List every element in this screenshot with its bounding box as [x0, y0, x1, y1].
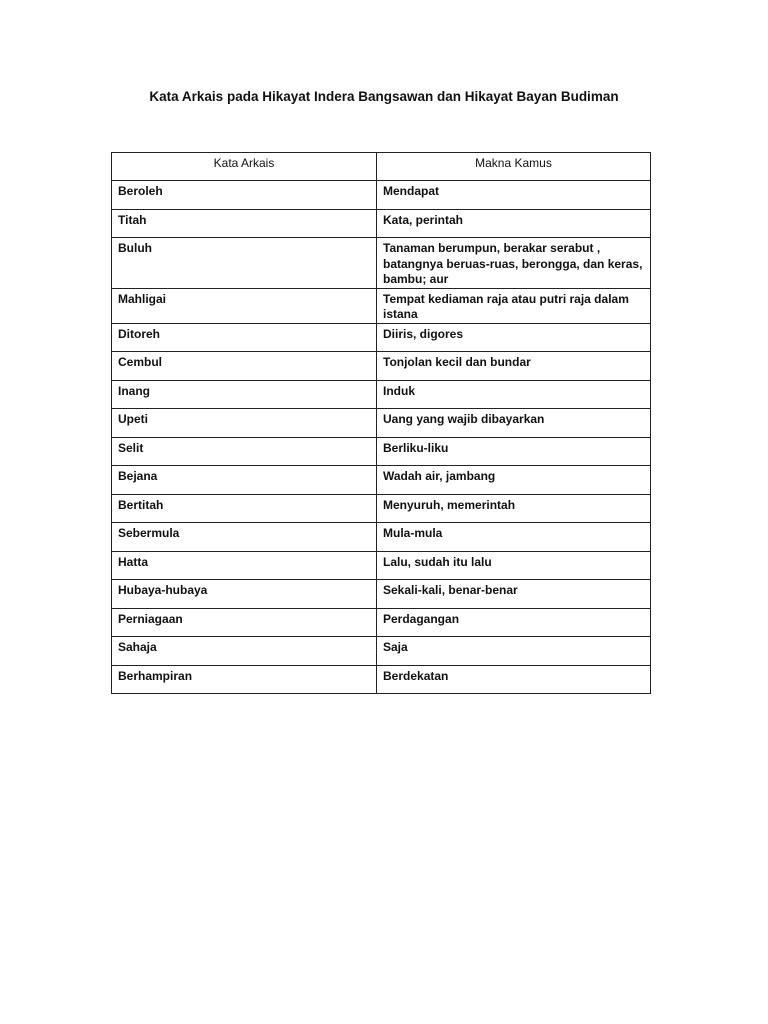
table-row — [112, 209, 651, 238]
meaning-cell: Induk — [377, 380, 651, 409]
table-row — [112, 523, 651, 552]
meaning-cell: Diiris, digores — [377, 323, 651, 352]
archaic-word-cell: Sebermula — [112, 523, 377, 552]
archaic-word-cell: Buluh — [112, 238, 377, 289]
meaning-cell: Saja — [377, 637, 651, 666]
table-row — [112, 580, 651, 609]
table-row — [112, 466, 651, 495]
table-row — [112, 494, 651, 523]
archaic-word-cell: Sahaja — [112, 637, 377, 666]
meaning-cell: Perdagangan — [377, 608, 651, 637]
table-row — [112, 323, 651, 352]
archaic-word-cell: Bejana — [112, 466, 377, 495]
archaic-word-cell: Berhampiran — [112, 665, 377, 694]
table-row — [112, 409, 651, 438]
meaning-cell: Sekali-kali, benar-benar — [377, 580, 651, 609]
table-row — [112, 238, 651, 289]
header-kata-arkais: Kata Arkais — [112, 153, 377, 181]
meaning-cell: Tonjolan kecil dan bundar — [377, 352, 651, 381]
archaic-word-cell: Beroleh — [112, 181, 377, 210]
table-row — [112, 637, 651, 666]
table-row — [112, 665, 651, 694]
archaic-word-cell: Cembul — [112, 352, 377, 381]
table-row — [112, 181, 651, 210]
archaic-word-cell: Upeti — [112, 409, 377, 438]
archaic-word-cell: Titah — [112, 209, 377, 238]
meaning-cell: Menyuruh, memerintah — [377, 494, 651, 523]
document-title: Kata Arkais pada Hikayat Indera Bangsawan dan Hikayat Bayan Budiman — [149, 89, 619, 104]
table-row — [112, 437, 651, 466]
archaic-word-cell: Inang — [112, 380, 377, 409]
header-makna-kamus: Makna Kamus — [377, 153, 651, 181]
meaning-cell: Wadah air, jambang — [377, 466, 651, 495]
archaic-words-table — [111, 152, 651, 694]
archaic-word-cell: Selit — [112, 437, 377, 466]
archaic-word-cell: Ditoreh — [112, 323, 377, 352]
meaning-cell: Mendapat — [377, 181, 651, 210]
meaning-cell: Berdekatan — [377, 665, 651, 694]
archaic-word-cell: Hubaya-hubaya — [112, 580, 377, 609]
meaning-cell: Mula-mula — [377, 523, 651, 552]
archaic-word-cell: Bertitah — [112, 494, 377, 523]
meaning-cell: Kata, perintah — [377, 209, 651, 238]
meaning-cell: Berliku-liku — [377, 437, 651, 466]
archaic-word-cell: Perniagaan — [112, 608, 377, 637]
table-header-row — [112, 153, 651, 181]
table-row — [112, 288, 651, 323]
meaning-cell: Uang yang wajib dibayarkan — [377, 409, 651, 438]
archaic-word-cell: Mahligai — [112, 288, 377, 323]
table-row — [112, 551, 651, 580]
meaning-cell: Lalu, sudah itu lalu — [377, 551, 651, 580]
meaning-cell: Tanaman berumpun, berakar serabut , batangnya beruas-ruas, berongga, dan keras, bambu; aur — [377, 238, 651, 289]
table-row — [112, 352, 651, 381]
archaic-word-cell: Hatta — [112, 551, 377, 580]
table-row — [112, 608, 651, 637]
table-row — [112, 380, 651, 409]
meaning-cell: Tempat kediaman raja atau putri raja dalam istana — [377, 288, 651, 323]
